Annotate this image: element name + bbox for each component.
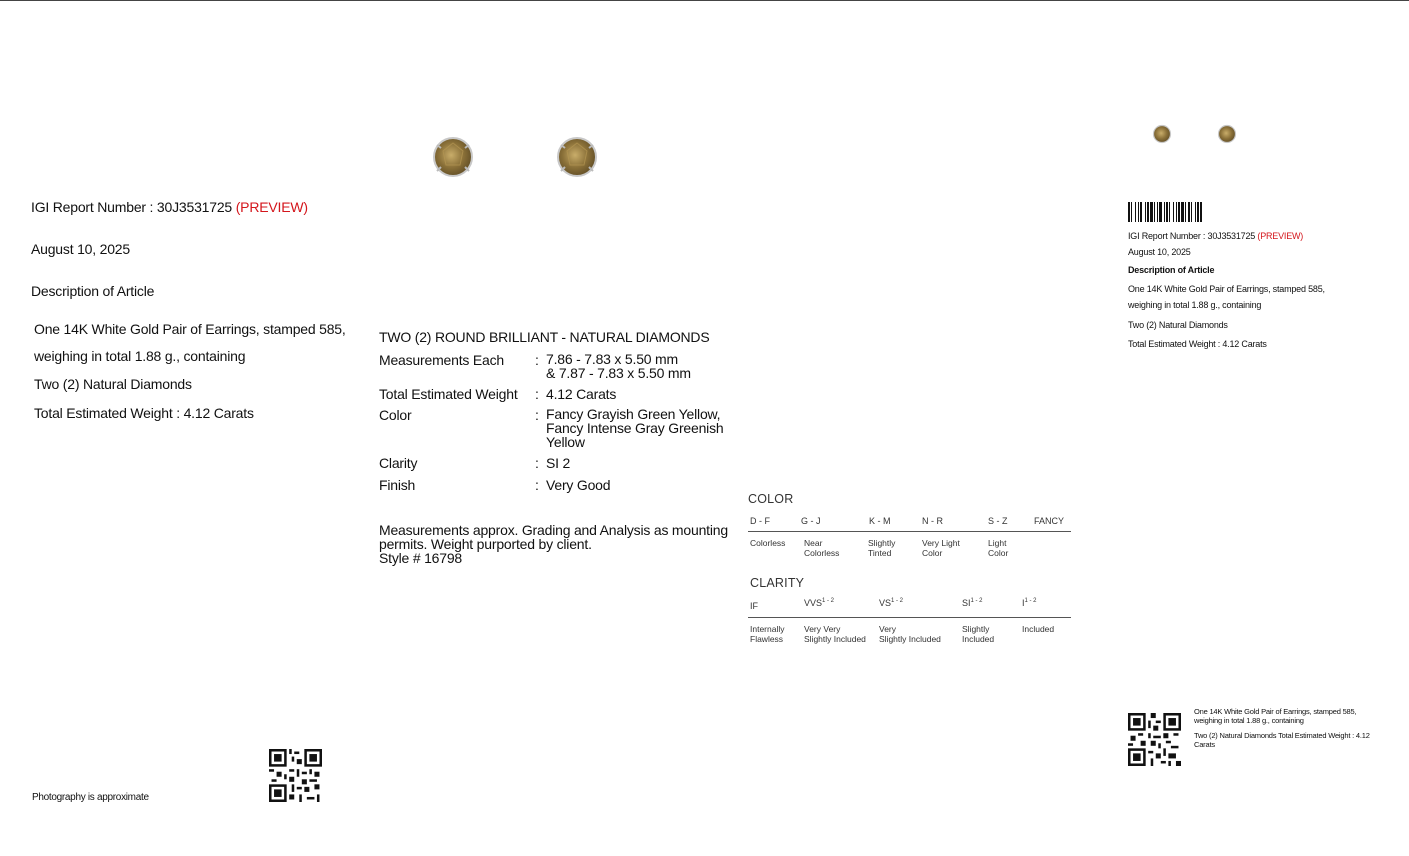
clarity-grade-code: VS$^{1 - 2}$: [879, 598, 904, 608]
summary-description-heading: Description of Article: [1128, 265, 1215, 275]
description-heading: Description of Article: [31, 283, 155, 299]
color-grade-code: D - F: [750, 516, 770, 526]
clarity-grade-desc: Included: [1022, 624, 1055, 634]
description-line: One 14K White Gold Pair of Earrings, stamped 585,: [34, 321, 346, 337]
diamond-earring-image: [1216, 123, 1238, 145]
color-grade-code: S - Z: [988, 516, 1008, 526]
description-line: Two (2) Natural Diamonds: [34, 376, 192, 392]
color-grade-desc: Colorless: [750, 538, 786, 548]
specs-note-line: Measurements approx. Grading and Analysis as mounting: [379, 522, 728, 538]
spec-colon: :: [535, 407, 539, 423]
summary-report-number: [1128, 231, 1303, 241]
summary-line: weighing in total 1.88 g., containing: [1128, 300, 1262, 310]
spec-label: Finish: [379, 477, 416, 493]
specs-title: TWO (2) ROUND BRILLIANT - NATURAL DIAMONDS: [379, 329, 710, 345]
color-scale-rule: [748, 531, 1071, 532]
color-scale-label: COLOR: [748, 492, 794, 506]
description-line: weighing in total 1.88 g., containing: [34, 348, 246, 364]
spec-label: Color: [379, 407, 412, 423]
clarity-grade-desc: Slightly Included: [962, 624, 995, 644]
clarity-grade-code: $I^{1 - 2}$: [1022, 598, 1037, 608]
spec-value: Fancy Grayish Green Yellow, Fancy Intense Gray Greenish Yellow: [546, 406, 724, 450]
color-grade-code: FANCY: [1034, 516, 1065, 526]
spec-colon: :: [535, 455, 539, 471]
diamond-earring-image: [1151, 123, 1173, 145]
color-grade-code: G - J: [801, 516, 821, 526]
summary-report-number-text: IGI Report Number : 30J3531725: [1128, 231, 1256, 241]
color-grade-desc: Slightly Tinted: [868, 538, 896, 558]
clarity-grade-code: VVS$^{1 - 2}$: [804, 598, 835, 608]
spec-colon: :: [535, 352, 539, 368]
clarity-grade-desc: Very Slightly Included: [879, 624, 941, 644]
clarity-grade-desc: Internally Flawless: [750, 624, 785, 644]
qr-caption: One 14K White Gold Pair of Earrings, stamped 585, weighing in total 1.88 g., containing: [1194, 707, 1357, 725]
spec-colon: :: [535, 386, 539, 402]
spec-label: Clarity: [379, 455, 418, 471]
spec-value: SI 2: [546, 455, 571, 471]
report-date: August 10, 2025: [31, 241, 130, 257]
preview-label: (PREVIEW): [235, 199, 308, 215]
barcode-icon: [1128, 202, 1236, 222]
summary-date: August 10, 2025: [1128, 247, 1191, 257]
top-border: [0, 0, 1409, 1]
specs-note-line: Style # 16798: [379, 550, 463, 566]
clarity-scale-label: CLARITY: [750, 576, 805, 590]
color-grade-code: K - M: [869, 516, 891, 526]
spec-value: 7.86 - 7.83 x 5.50 mm & 7.87 - 7.83 x 5.50 mm: [546, 351, 691, 381]
summary-line: Two (2) Natural Diamonds: [1128, 320, 1228, 330]
color-grade-code: N - R: [922, 516, 943, 526]
qr-code-icon: [1128, 713, 1181, 766]
report-number-text: IGI Report Number : 30J3531725: [31, 199, 233, 215]
summary-preview-label: (PREVIEW): [1257, 231, 1304, 241]
clarity-grade-code: IF: [750, 601, 758, 611]
color-grade-desc: Very Light Color: [922, 538, 960, 558]
photo-note: Photography is approximate: [32, 792, 149, 803]
diamond-earring-image: [552, 133, 602, 181]
summary-line: One 14K White Gold Pair of Earrings, stamped 585,: [1128, 284, 1325, 294]
color-grade-desc: Light Color: [988, 538, 1009, 558]
qr-caption: Two (2) Natural Diamonds Total Estimated Weight : 4.12 Carats: [1194, 731, 1370, 749]
specs-note-line: permits. Weight purported by client.: [379, 536, 592, 552]
clarity-grade-desc: Very Very Slightly Included: [804, 624, 866, 644]
color-grade-desc: Near Colorless: [804, 538, 840, 558]
description-line: Total Estimated Weight : 4.12 Carats: [34, 405, 254, 421]
summary-line: Total Estimated Weight : 4.12 Carats: [1128, 339, 1267, 349]
clarity-scale-rule: [748, 617, 1071, 618]
diamond-earring-image: [428, 133, 478, 181]
qr-code-icon: [269, 749, 322, 802]
clarity-grade-code: SI$^{1 - 2}$: [962, 598, 983, 608]
spec-label: Measurements Each: [379, 352, 504, 368]
spec-value: Very Good: [546, 477, 611, 493]
spec-value: 4.12 Carats: [546, 386, 617, 402]
spec-label: Total Estimated Weight: [379, 386, 518, 402]
specs-notes: [379, 523, 728, 565]
report-number: [31, 199, 308, 215]
spec-colon: :: [535, 477, 539, 493]
